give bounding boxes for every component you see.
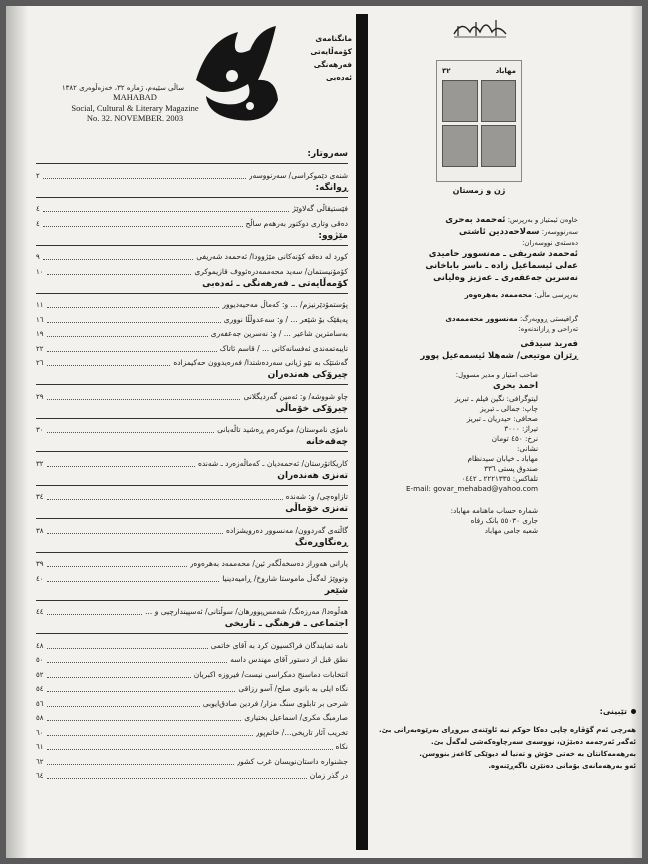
toc-page-number: ١٩ — [36, 330, 44, 338]
toc-page-number: ٢٦ — [36, 359, 44, 367]
toc-leader-dots — [47, 778, 307, 779]
toc-entry-title: پەیڤێک بۆ شێعر ... / و: سەعدوڵڵا نووری — [223, 314, 348, 324]
toc-divider — [36, 163, 348, 164]
toc-page-number: ٣٨ — [36, 526, 44, 535]
cover-photo — [442, 125, 478, 167]
toc-section-heading: ڕەنگاوڕەنگ — [294, 537, 348, 548]
cover-photo — [442, 80, 478, 122]
toc-entry — [36, 489, 348, 504]
finance-line — [378, 290, 578, 300]
toc-page-number: ٥٢ — [36, 670, 44, 679]
toc-divider — [36, 245, 348, 246]
toc-entry-title: شرحی بر تابلوی سنگ مزار/ فردین صادق‌ایوبی — [202, 698, 348, 708]
toc-entry — [36, 311, 348, 326]
toc-leader-dots — [47, 691, 236, 692]
toc-entry — [36, 681, 348, 696]
toc-page-number: ٣٠ — [36, 426, 44, 434]
finance-label: بەرپرسی ماڵی: — [534, 291, 578, 299]
page-shadow-left — [6, 6, 28, 858]
publisher-label: صاحب امتیاز و مدیر مسوول: — [455, 371, 538, 379]
toc-section-heading: شێعر — [324, 585, 348, 596]
account-line: شمارە حساب ماهنامە مهاباد: — [450, 506, 538, 515]
toc-page-number: ٣٩ — [36, 560, 44, 568]
toc-entry-title: کۆمۆنیستمان/ سەید محەممەدرەئووف قازیموکری — [194, 266, 348, 276]
toc-page-number: ٦٤ — [36, 772, 44, 780]
toc-page-number: ٦٠ — [36, 728, 44, 737]
toc-section-heading: تەنزی خۆماڵی — [285, 504, 348, 514]
note-line: ئەگەر ئەرجەمە دەبێژن، نووسەی سەرچاوەکەشی لەگەڵ بێ. — [431, 738, 636, 746]
toc-section-heading: مێژوو: — [318, 230, 348, 241]
masthead-title-fa — [286, 32, 352, 84]
toc-entry-title: نگاه ایلی بە بانوی صلح/ آسو رزاقی — [238, 684, 348, 693]
toc-leader-dots — [47, 566, 187, 567]
toc-entry — [36, 201, 348, 216]
editor-line — [378, 226, 578, 238]
bullet-icon — [631, 709, 636, 714]
toc-entry — [36, 666, 348, 681]
toc-entry — [36, 297, 348, 312]
toc-page-number: ٥٤ — [36, 685, 44, 693]
finance-name: محەممەد بەهرەوەر — [464, 290, 532, 299]
toc-page-number: ٢٩ — [36, 392, 44, 401]
toc-entry — [36, 637, 348, 652]
toc-section-heading: چیرۆکی هەندەران — [267, 370, 348, 380]
toc-leader-dots — [47, 735, 253, 736]
cover-thumbnail — [436, 60, 522, 182]
toc-entry — [36, 724, 348, 739]
print-line: صحافی: حیدریان ـ تبریز — [466, 414, 538, 423]
cover-number: ٣٢ — [442, 67, 451, 75]
note-line: ئەو بەرهەمانەی بۆمانی دەنێرن ناگەڕێنەوە. — [488, 762, 636, 770]
toc-entry-title: کورد لە دەقە کۆنەکانی مێژوودا/ ئەحمەد شەریفی — [196, 252, 348, 261]
editor-label: سەرنووسەر: — [541, 228, 578, 236]
cover-title: مهاباد — [495, 67, 516, 75]
toc-section-heading: تەنزی هەندەران — [277, 470, 348, 481]
board-member: نەسرین جەعفەری ـ عەزیز وەلیانی — [433, 273, 578, 283]
toc-entry-title: بەسامترین شاعیر ... / و: نەسرین جەعفەری — [210, 329, 348, 338]
toc-section-heading: اجتماعی ـ فرهنگی ـ تاریخی — [224, 619, 348, 629]
toc-entry — [36, 340, 348, 355]
po-box: صندوق پستی ٣٣٦ — [484, 464, 538, 473]
toc-entry — [36, 768, 348, 783]
note-heading — [374, 706, 636, 718]
magazine-page — [6, 6, 642, 858]
toc-page-number: ٥٨ — [36, 714, 44, 722]
toc-page-number: ٤ — [36, 219, 40, 228]
toc-page-number: ٦١ — [36, 743, 44, 751]
toc-page-number: ٥٠ — [36, 656, 44, 664]
toc-leader-dots — [47, 648, 208, 649]
toc-leader-dots — [47, 706, 200, 707]
toc-leader-dots — [47, 533, 223, 534]
layout-label: تەراحی و ڕازاندنەوە: — [518, 325, 578, 333]
note-label: تێبینی: — [599, 707, 627, 716]
graphics-name: مەنسوور محەممەدی — [445, 314, 518, 323]
toc-divider — [36, 600, 348, 601]
toc-divider — [36, 518, 348, 519]
toc-page-number: ٣٢ — [36, 459, 44, 468]
toc-entry — [36, 710, 348, 725]
toc-page-number: ١١ — [36, 301, 44, 309]
toc-entry — [36, 739, 348, 754]
toc-entry-title: یارانی هەوراز دەسخەڵگەر ئین/ محەممەد بەهرەوەر — [189, 559, 348, 568]
toc-entry — [36, 570, 348, 585]
toc-section-heading: ڕوانگە: — [315, 182, 348, 193]
toc-leader-dots — [47, 351, 217, 352]
toc-entry-title: فێستیڤاڵی گەلاوێژ — [292, 204, 348, 213]
toc-entry — [36, 326, 348, 341]
toc-entry-title: پۆستمۆدێرنیزم/ ... و: کەماڵ مەحیەدیوور — [222, 300, 348, 309]
toc-entry-title: در گذر زمان — [309, 771, 348, 780]
toc-page-number: ١٦ — [36, 315, 44, 324]
cover-header — [440, 64, 518, 78]
toc-leader-dots — [47, 466, 195, 467]
toc-entry-title: هەڵوەدا/ مەرزەنگ/ شەمس‌پوورهان/ سوڵتانی/ ئەسپیندارچیی و ... — [145, 607, 348, 616]
toc-entry-title: شنەی دێموکراسی/ سەرنووسەر — [248, 170, 348, 180]
editor-name: سەلاحەددین ئاشتی — [459, 227, 540, 237]
toc-leader-dots — [47, 365, 171, 366]
layout-name: فەرید سیدقی — [520, 339, 578, 349]
owner-line — [378, 214, 578, 226]
owner-name: ئەحمەد بەحری — [445, 215, 506, 225]
toc-entry — [36, 422, 348, 437]
toc-entry — [36, 167, 348, 182]
circulation: تیراژ: ٣٠٠٠ — [504, 424, 538, 433]
board-member: عەلی ئیسماعیل زادە ـ ناسر باباخانی — [425, 261, 578, 271]
toc-section-heading: چەقەخانە — [306, 437, 348, 447]
phone-fax: تلفاکس: ٢٢٢١٣٣٥ ـ ٠٤٤٢ — [461, 474, 538, 483]
issue-info-fa: ساڵی سێیەم، ژمارە ٣٢، خەزەڵوەری ١٣٨٢ — [61, 84, 184, 92]
toc-page-number: ٤٨ — [36, 641, 44, 650]
toc-leader-dots — [47, 432, 215, 433]
layout-name: ڕێزان موتیعی/ شەهلا ئیسمەعیل پوور — [420, 351, 578, 361]
account-line: جاری ٥٥٠٣٠ بانک رفاه — [470, 516, 538, 525]
board-member: ئەحمەد شەریفی ـ مەنسوور حامیدی — [428, 249, 578, 259]
toc-page-number: ٩ — [36, 253, 40, 261]
editorial-note — [374, 706, 636, 772]
toc-entry — [36, 263, 348, 278]
toc-leader-dots — [47, 662, 228, 663]
toc-entry-title: تخریب آثار تاریخی.../ خاتم‌پور — [255, 727, 348, 737]
toc-entry-title: انتخابات دماسنج دمکراسی نیست/ فیروزه اکبریان — [193, 669, 348, 679]
cover-caption: ژن و زمستان — [452, 186, 506, 195]
toc-entry — [36, 522, 348, 537]
toc-page-number: ١٠ — [36, 267, 44, 276]
masthead-english — [70, 92, 200, 124]
toc-leader-dots — [47, 581, 220, 582]
toc-leader-dots — [47, 720, 242, 721]
toc-divider — [36, 633, 348, 634]
toc-leader-dots — [43, 178, 246, 179]
toc-entry — [36, 388, 348, 403]
toc-page-number: ٦٢ — [36, 757, 44, 766]
toc-entry-title: تایبەتمەندی ئەفسانەکانی ... / قاسم ئاتاک — [219, 343, 348, 353]
toc-divider — [36, 485, 348, 486]
toc-entry-title: چاو شووشە/ و: ئەمین گەردیگلانی — [243, 391, 348, 401]
email-address: E-mail: govar_mehabad@yahoo.com — [405, 484, 538, 493]
cover-photo — [481, 80, 517, 122]
owner-label: خاوەن ئیمتیاز و بەرپرس: — [507, 216, 578, 224]
price: نرخ: ٤٥٠ تومان — [491, 434, 538, 443]
graphics-label: گرافیستی ڕووبەرگ: — [519, 315, 578, 323]
toc-entry-title: جشنواره داستان‌نویسان غرب کشور — [236, 756, 348, 766]
print-line: لیتوگرافی: نگین فیلم ـ تبریز — [454, 394, 538, 403]
toc-entry-title: تازاوەچی/ و: شەندە — [285, 492, 348, 501]
toc-entry-title: دەقی وتاری دوکتور بەرهەم ساڵح — [245, 218, 348, 228]
toc-page-number: ٤٤ — [36, 608, 44, 616]
address: مهاباد ـ خیابان سیدنظام — [467, 454, 538, 463]
toc-entry-title: نامۆی ناموستان/ موکەرەم ڕەشید تاڵەبانی — [217, 425, 348, 434]
print-line: چاپ: جمالی ـ تبریز — [480, 404, 538, 413]
toc-entry — [36, 355, 348, 370]
toc-entry-title: گاڵتەی گەردوون/ مەنسوور دەرویشزادە — [226, 525, 348, 535]
toc-entry — [36, 695, 348, 710]
toc-divider — [36, 197, 348, 198]
masthead-line: ئەدەبی — [325, 73, 352, 82]
toc-leader-dots — [43, 211, 289, 212]
toc-entry-title: کاریکاتۆرستان/ ئەحمەدیان ـ کەماڵەزەرد ـ شەندە — [197, 458, 348, 468]
column-divider — [356, 14, 368, 850]
toc-entry — [36, 215, 348, 230]
toc-leader-dots — [47, 336, 208, 337]
mahabad-logo — [188, 20, 284, 130]
toc-page-number: ٤ — [36, 205, 40, 213]
cover-photo-grid — [440, 78, 518, 169]
bismillah-calligraphy — [452, 14, 508, 40]
toc-section-heading: چیرۆکی خۆماڵی — [275, 403, 348, 414]
toc-divider — [36, 293, 348, 294]
account-line: شعبە جامی مهاباد — [484, 526, 538, 535]
toc-leader-dots — [47, 307, 220, 308]
toc-entry — [36, 753, 348, 768]
toc-divider — [36, 451, 348, 452]
toc-entry — [36, 652, 348, 667]
toc-leader-dots — [47, 749, 333, 750]
toc-divider — [36, 418, 348, 419]
issue-info-en: No. 32. NOVEMBER. 2003 — [86, 113, 184, 123]
toc-leader-dots — [47, 677, 191, 678]
toc-entry-title: نامە تمایندگان فراکسیون کرد بە آقای خاتمی — [210, 640, 348, 650]
toc-divider — [36, 552, 348, 553]
toc-entry — [36, 604, 348, 619]
magazine-subtitle-en: Social, Cultural & Literary Magazine — [71, 102, 199, 113]
toc-page-number: ٥٦ — [36, 699, 44, 708]
table-of-contents — [36, 148, 348, 782]
masthead-line: مانگنامەی — [315, 34, 352, 43]
masthead-line: کۆمەڵایەتی — [310, 47, 352, 56]
toc-leader-dots — [47, 322, 221, 323]
toc-leader-dots — [43, 259, 193, 260]
toc-entry-title: نطق قبل از دستور آقای مهندس داسە — [230, 655, 348, 664]
note-line: هەرچی ئەم گۆڤارە چاپی دەکا حوکم نیە ئاوێنەی بیروڕای بەرێوەبەرانی بێ. — [379, 726, 636, 734]
toc-leader-dots — [47, 499, 283, 500]
toc-page-number: ٣٤ — [36, 493, 44, 501]
toc-page-number: ٢٢ — [36, 344, 44, 353]
board-label: دەستەی نووسەران: — [522, 239, 578, 247]
toc-section-heading: سەروتار: — [307, 149, 348, 159]
toc-leader-dots — [47, 274, 192, 275]
toc-entry — [36, 556, 348, 571]
toc-page-number: ٤٠ — [36, 574, 44, 583]
publisher-name: احمد بحری — [492, 381, 538, 391]
graphics-line — [378, 314, 578, 324]
masthead-credits — [378, 214, 578, 536]
publisher-block — [378, 370, 578, 494]
toc-entry — [36, 455, 348, 470]
toc-divider — [36, 384, 348, 385]
toc-leader-dots — [43, 226, 243, 227]
toc-entry-title: گەشتێک بە نێو ژیانی سەردەشتدا/ فەرەیدوون حەکیمزادە — [173, 358, 348, 367]
toc-section-heading: کۆمەڵایەتی ـ فەرهەنگی ـ ئەدەبی — [202, 278, 348, 289]
address-label: نشانی: — [516, 444, 538, 453]
note-line: بەرهەمەکانتان بە خەتی خۆش و تەنیا لە دیوێکی کاغەز بنووسن. — [419, 750, 636, 758]
toc-leader-dots — [47, 764, 234, 765]
toc-entry-title: صارمبگ مکری/ اسماعیل بختیاری — [244, 713, 348, 722]
toc-leader-dots — [47, 614, 143, 615]
toc-page-number: ٢ — [36, 171, 40, 180]
toc-entry-title: نکاه — [335, 742, 348, 751]
magazine-title-en: MAHABAD — [113, 92, 157, 102]
masthead-line: فەرهەنگی — [313, 60, 352, 69]
toc-entry — [36, 249, 348, 264]
bank-account — [378, 506, 578, 536]
toc-entry-title: وتووێژ لەگەڵ ماموستا شاروخ/ ڕامیەدینیا — [222, 573, 348, 583]
toc-leader-dots — [47, 399, 241, 400]
cover-photo — [481, 125, 517, 167]
